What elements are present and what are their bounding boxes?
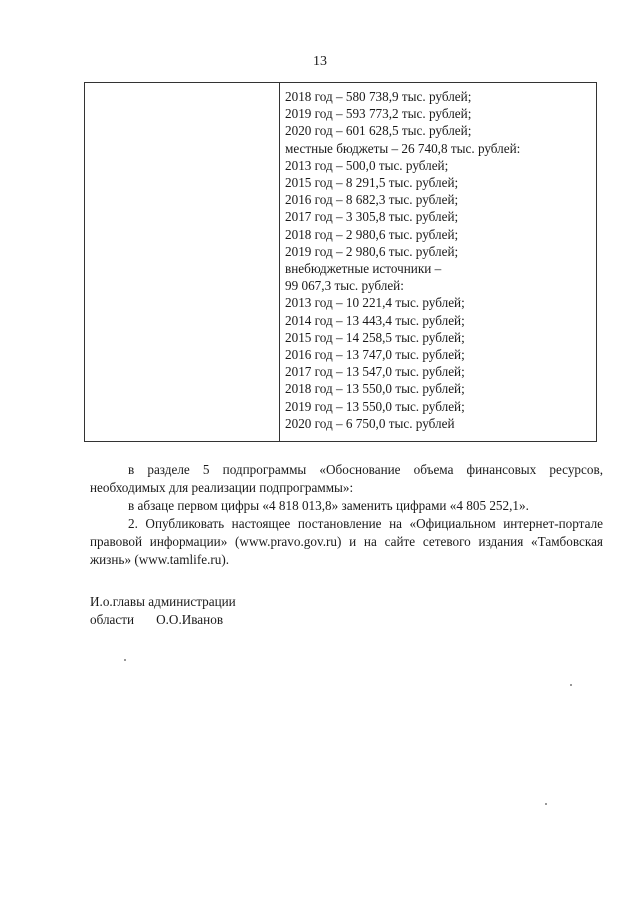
financing-line: 2013 год – 10 221,4 тыс. рублей; bbox=[285, 295, 465, 311]
financing-line: 2019 год – 13 550,0 тыс. рублей; bbox=[285, 398, 465, 414]
section-5-paragraph: в разделе 5 подпрограммы «Обоснование объема финансовых ресурсов, необходимых для реализации подпрограммы»: bbox=[90, 462, 603, 495]
financing-line: 2018 год – 2 980,6 тыс. рублей; bbox=[285, 226, 459, 242]
signature-region: области bbox=[90, 612, 135, 627]
financing-line: 2018 год – 13 550,0 тыс. рублей; bbox=[285, 381, 465, 397]
financing-line: 2015 год – 8 291,5 тыс. рублей; bbox=[285, 175, 459, 191]
financing-line: 2020 год – 601 628,5 тыс. рублей; bbox=[285, 123, 472, 139]
financing-line: 2015 год – 14 258,5 тыс. рублей; bbox=[285, 329, 465, 345]
signature-name: О.О.Иванов bbox=[156, 612, 224, 627]
financing-line: 2018 год – 580 738,9 тыс. рублей; bbox=[285, 89, 472, 104]
financing-line: 2013 год – 500,0 тыс. рублей; bbox=[285, 157, 449, 173]
financing-line: 2020 год – 6 750,0 тыс. рублей bbox=[285, 415, 455, 431]
financing-line: местные бюджеты – 26 740,8 тыс. рублей: bbox=[285, 140, 521, 156]
financing-table bbox=[84, 82, 597, 442]
financing-line: 2019 год – 2 980,6 тыс. рублей; bbox=[285, 243, 459, 259]
financing-line: 2016 год – 8 682,3 тыс. рублей; bbox=[285, 192, 459, 208]
financing-line: 2017 год – 13 547,0 тыс. рублей; bbox=[285, 364, 465, 380]
page-number: 13 bbox=[313, 54, 327, 69]
financing-line: 2017 год – 3 305,8 тыс. рублей; bbox=[285, 209, 459, 225]
scan-speck bbox=[545, 803, 547, 805]
scan-speck bbox=[570, 684, 572, 686]
table-column-divider bbox=[279, 83, 280, 441]
publish-paragraph: 2. Опубликовать настоящее постановление на «Официальном интернет-портале правовой информации» (www.pravo.gov.ru) и на сайте сетевого издания «Тамбовская жизнь» (www.tamlife.ru). bbox=[90, 516, 603, 567]
financing-line: 2019 год – 593 773,2 тыс. рублей; bbox=[285, 106, 472, 122]
financing-line: 2016 год – 13 747,0 тыс. рублей; bbox=[285, 347, 465, 363]
financing-line: 2014 год – 13 443,4 тыс. рублей; bbox=[285, 312, 465, 328]
signature-title: И.о.главы администрации bbox=[90, 594, 236, 609]
scan-speck bbox=[124, 659, 126, 661]
financing-lines bbox=[285, 88, 592, 432]
replace-figures-paragraph: в абзаце первом цифры «4 818 013,8» заменить цифрами «4 805 252,1». bbox=[128, 498, 529, 513]
signature-block bbox=[90, 593, 236, 629]
financing-line: 99 067,3 тыс. рублей: bbox=[285, 278, 404, 294]
financing-line: внебюджетные источники – bbox=[285, 261, 442, 277]
